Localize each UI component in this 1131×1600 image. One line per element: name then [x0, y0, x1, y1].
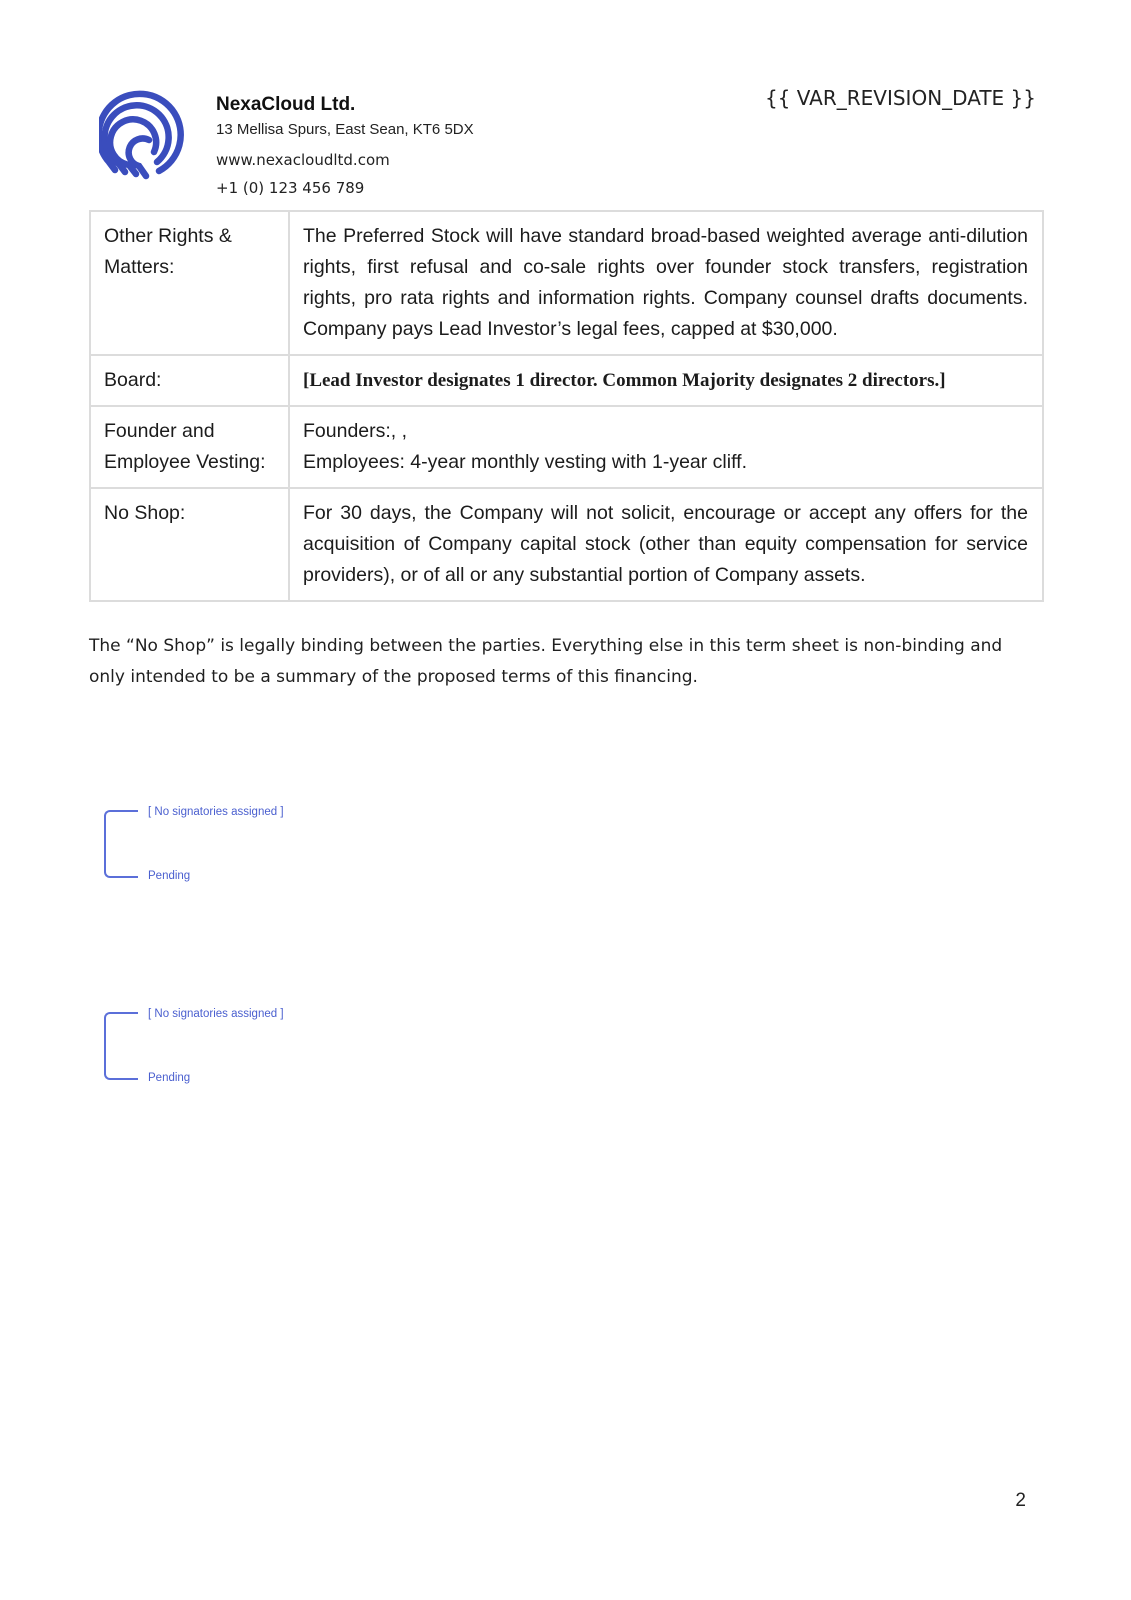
table-row [90, 488, 1043, 601]
spiral-p-logo-icon [99, 78, 191, 180]
signature-label: [ No signatories assigned ] [148, 1008, 284, 1020]
company-phone: +1 (0) 123 456 789 [216, 179, 365, 197]
company-address: 13 Mellisa Spurs, East Sean, KT6 5DX [216, 121, 474, 138]
term-label: Founder and Employee Vesting: [90, 406, 289, 488]
vesting-founders: Founders:, , [303, 420, 408, 442]
signature-status: Pending [148, 870, 191, 882]
terms-table [89, 210, 1044, 602]
disclaimer-paragraph: The “No Shop” is legally binding between the parties. Everything else in this term sheet is non-binding and only intended to be a summary of the proposed terms of this financing. [89, 636, 1003, 687]
signature-block[interactable] [104, 1008, 344, 1084]
vesting-employees: Employees: 4-year monthly vesting with 1-year cliff. [303, 451, 747, 473]
table-row [90, 406, 1043, 488]
revision-date: {{ VAR_REVISION_DATE }} [764, 86, 1036, 110]
term-value: The Preferred Stock will have standard broad-based weighted average anti-dilution rights, first refusal and co-sale rights over founder stock transfers, registration rights, pro rata rights and information rights. Company counsel drafts documents. Company pays Lead Investor’s legal fees, capped at $30,000. [289, 211, 1043, 355]
term-label: Other Rights & Matters: [90, 211, 289, 355]
page-number: 2 [1015, 1490, 1026, 1511]
signature-bracket [104, 1012, 138, 1080]
table-row [90, 355, 1043, 406]
term-label: No Shop: [90, 488, 289, 601]
table-row [90, 211, 1043, 355]
company-logo [99, 78, 191, 180]
signature-status: Pending [148, 1072, 191, 1084]
company-website[interactable]: www.nexacloudltd.com [216, 151, 390, 169]
term-value: [Lead Investor designates 1 director. Common Majority designates 2 directors.] [289, 355, 1043, 406]
term-label: Board: [90, 355, 289, 406]
company-name: NexaCloud Ltd. [216, 94, 356, 115]
signature-block[interactable] [104, 806, 344, 882]
term-value [289, 406, 1043, 488]
signature-label: [ No signatories assigned ] [148, 806, 284, 818]
term-value: For 30 days, the Company will not solicit, encourage or accept any offers for the acquisition of Company capital stock (other than equity compensation for service providers), or of all or any substantial portion of Company assets. [289, 488, 1043, 601]
signature-bracket [104, 810, 138, 878]
